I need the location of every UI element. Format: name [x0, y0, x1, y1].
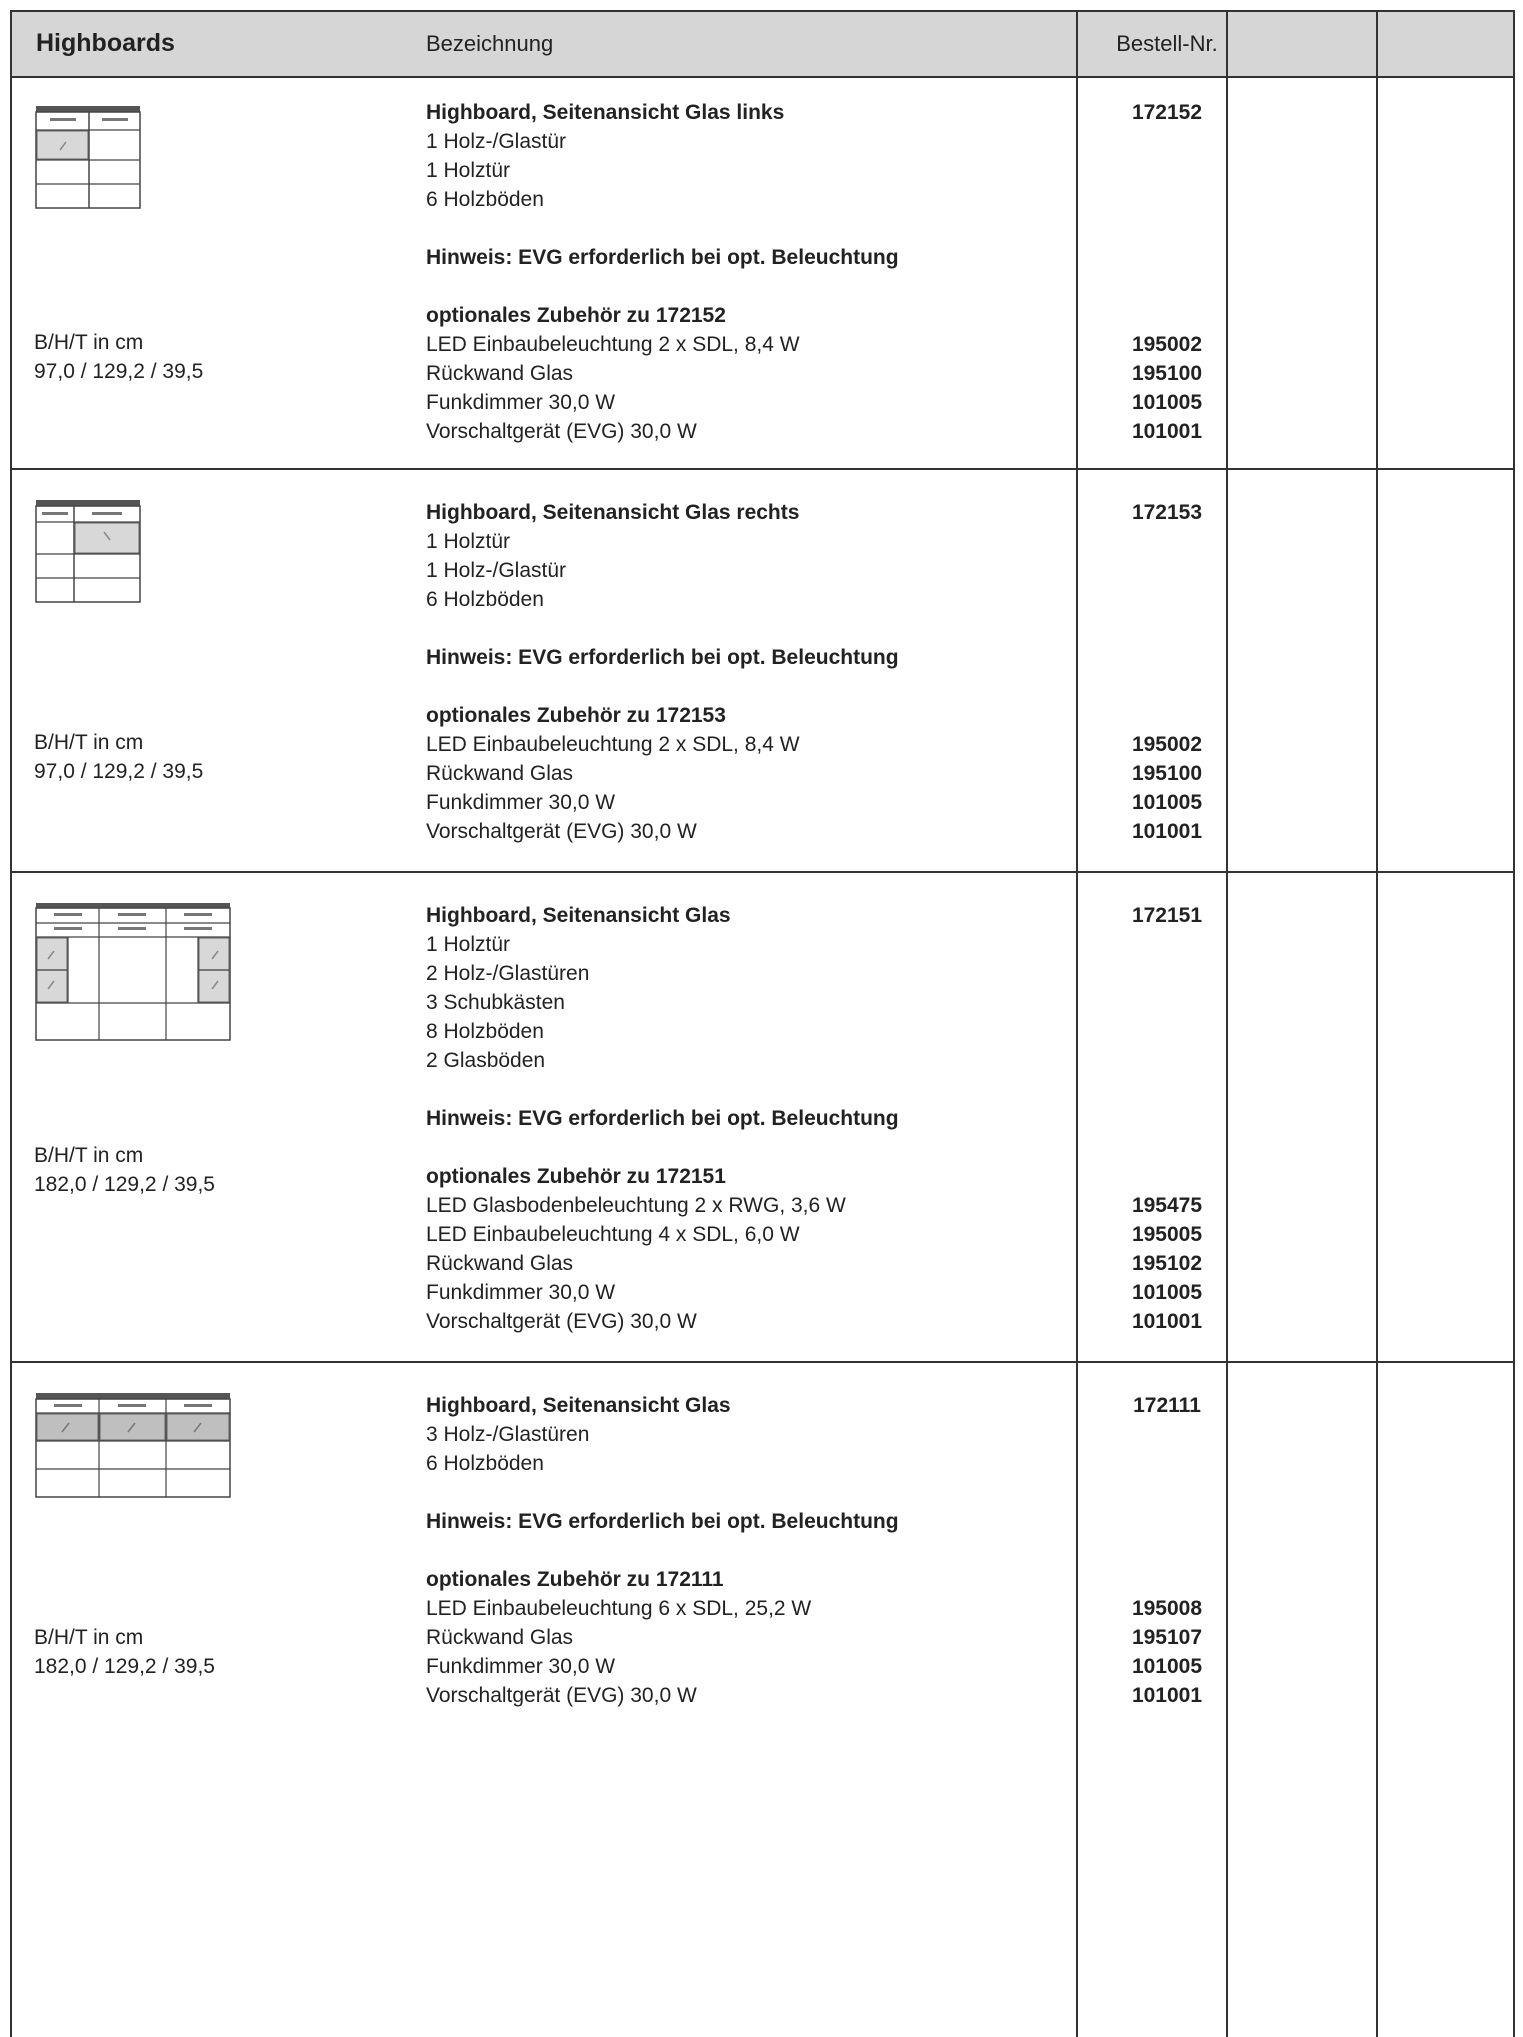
- component-item: 2 Holz-/Glastüren: [426, 962, 590, 985]
- accessory-order-number: 101001: [1131, 820, 1203, 843]
- column-header-bestellnr: Bestell-Nr.: [1116, 31, 1218, 56]
- description-block: [426, 98, 899, 446]
- accessory-item: Vorschaltgerät (EVG) 30,0 W: [426, 1310, 697, 1333]
- accessory-item: Funkdimmer 30,0 W: [426, 1281, 616, 1304]
- accessory-order-number: 195475: [1131, 1194, 1203, 1217]
- order-number-column: [1097, 98, 1237, 446]
- dimensions-label: B/H/T in cm: [34, 1626, 144, 1649]
- accessory-item: Rückwand Glas: [426, 1252, 574, 1275]
- accessory-title: optionales Zubehör zu 172152: [426, 304, 726, 327]
- highboard-glass-left-drawing: [34, 104, 144, 210]
- accessory-order-number: 195100: [1131, 362, 1203, 385]
- accessory-item: Rückwand Glas: [426, 362, 574, 385]
- accessory-item: Funkdimmer 30,0 W: [426, 391, 616, 414]
- accessory-order-number: 101001: [1131, 420, 1203, 443]
- hinweis-note: Hinweis: EVG erforderlich bei opt. Beleuchtung: [426, 1510, 899, 1533]
- order-number-column: [1097, 901, 1237, 1336]
- accessory-item: LED Glasbodenbeleuchtung 2 x RWG, 3,6 W: [426, 1194, 846, 1217]
- description-block: [426, 1391, 899, 1710]
- main-order-number: 172153: [1131, 501, 1203, 524]
- column-divider: [1376, 12, 1378, 2037]
- accessory-item: Rückwand Glas: [426, 1626, 574, 1649]
- column-divider: [1076, 12, 1078, 2037]
- product-title: Highboard, Seitenansicht Glas rechts: [426, 501, 800, 524]
- component-item: 2 Glasböden: [426, 1049, 546, 1072]
- component-item: 1 Holz-/Glastür: [426, 559, 567, 582]
- dimensions: [34, 728, 203, 786]
- description-block: [426, 901, 899, 1336]
- accessory-item: LED Einbaubeleuchtung 2 x SDL, 8,4 W: [426, 333, 800, 356]
- accessory-order-number: 101005: [1131, 391, 1203, 414]
- main-order-number: 172151: [1131, 904, 1203, 927]
- accessory-item: Vorschaltgerät (EVG) 30,0 W: [426, 420, 697, 443]
- accessory-item: LED Einbaubeleuchtung 4 x SDL, 6,0 W: [426, 1223, 800, 1246]
- accessory-order-number: 101001: [1131, 1684, 1203, 1707]
- order-number-column: [1097, 1391, 1237, 1710]
- accessory-item: Vorschaltgerät (EVG) 30,0 W: [426, 1684, 697, 1707]
- accessory-order-number: 195008: [1131, 1597, 1203, 1620]
- dimensions-label: B/H/T in cm: [34, 731, 144, 754]
- row-divider: [12, 1361, 1513, 1363]
- component-item: 1 Holz-/Glastür: [426, 130, 567, 153]
- page-title: Highboards: [36, 29, 175, 57]
- dimensions: [34, 1141, 215, 1199]
- dimensions: [34, 328, 203, 386]
- accessory-title: optionales Zubehör zu 172153: [426, 704, 726, 727]
- highboard-glass-right-drawing: [34, 498, 144, 604]
- dimensions-label: B/H/T in cm: [34, 1144, 144, 1167]
- accessory-item: Funkdimmer 30,0 W: [426, 791, 616, 814]
- dimensions: [34, 1623, 215, 1681]
- main-order-number: 172111: [1133, 1394, 1201, 1417]
- accessory-order-number: 195107: [1131, 1626, 1203, 1649]
- column-header-bezeichnung: Bezeichnung: [426, 31, 554, 56]
- accessory-order-number: 101005: [1131, 1655, 1203, 1678]
- dimensions-value: 97,0 / 129,2 / 39,5: [34, 760, 204, 783]
- order-number-column: [1097, 498, 1237, 846]
- component-item: 8 Holzböden: [426, 1020, 544, 1043]
- dimensions-value: 97,0 / 129,2 / 39,5: [34, 360, 204, 383]
- accessory-order-number: 195100: [1131, 762, 1203, 785]
- component-item: 6 Holzböden: [426, 1452, 544, 1475]
- component-item: 6 Holzböden: [426, 188, 544, 211]
- row-divider: [12, 871, 1513, 873]
- accessory-item: Vorschaltgerät (EVG) 30,0 W: [426, 820, 697, 843]
- highboard-glass-sides-drawing: [34, 901, 234, 1043]
- accessory-title: optionales Zubehör zu 172111: [426, 1568, 724, 1591]
- accessory-item: Rückwand Glas: [426, 762, 574, 785]
- accessory-order-number: 101005: [1131, 1281, 1203, 1304]
- dimensions-value: 182,0 / 129,2 / 39,5: [34, 1655, 215, 1678]
- component-item: 1 Holztür: [426, 530, 511, 553]
- accessory-item: LED Einbaubeleuchtung 6 x SDL, 25,2 W: [426, 1597, 812, 1620]
- accessory-order-number: 101005: [1131, 791, 1203, 814]
- component-item: 1 Holztür: [426, 933, 511, 956]
- product-title: Highboard, Seitenansicht Glas: [426, 904, 731, 927]
- product-title: Highboard, Seitenansicht Glas: [426, 1394, 731, 1417]
- accessory-order-number: 195102: [1131, 1252, 1203, 1275]
- accessory-item: Funkdimmer 30,0 W: [426, 1655, 616, 1678]
- component-item: 3 Schubkästen: [426, 991, 565, 1014]
- hinweis-note: Hinweis: EVG erforderlich bei opt. Beleuchtung: [426, 1107, 899, 1130]
- accessory-order-number: 195002: [1131, 333, 1203, 356]
- description-block: [426, 498, 899, 846]
- product-title: Highboard, Seitenansicht Glas links: [426, 101, 785, 124]
- hinweis-note: Hinweis: EVG erforderlich bei opt. Beleuchtung: [426, 246, 899, 269]
- table-header: [12, 12, 1513, 78]
- dimensions-label: B/H/T in cm: [34, 331, 144, 354]
- main-order-number: 172152: [1131, 101, 1203, 124]
- accessory-title: optionales Zubehör zu 172151: [426, 1165, 726, 1188]
- accessory-item: LED Einbaubeleuchtung 2 x SDL, 8,4 W: [426, 733, 800, 756]
- hinweis-note: Hinweis: EVG erforderlich bei opt. Beleuchtung: [426, 646, 899, 669]
- component-item: 6 Holzböden: [426, 588, 544, 611]
- accessory-order-number: 195002: [1131, 733, 1203, 756]
- highboard-glass-doors-drawing: [34, 1391, 234, 1501]
- accessory-order-number: 195005: [1131, 1223, 1203, 1246]
- dimensions-value: 182,0 / 129,2 / 39,5: [34, 1173, 215, 1196]
- component-item: 1 Holztür: [426, 159, 511, 182]
- row-divider: [12, 468, 1513, 470]
- accessory-order-number: 101001: [1131, 1310, 1203, 1333]
- product-table: [10, 10, 1515, 2037]
- component-item: 3 Holz-/Glastüren: [426, 1423, 590, 1446]
